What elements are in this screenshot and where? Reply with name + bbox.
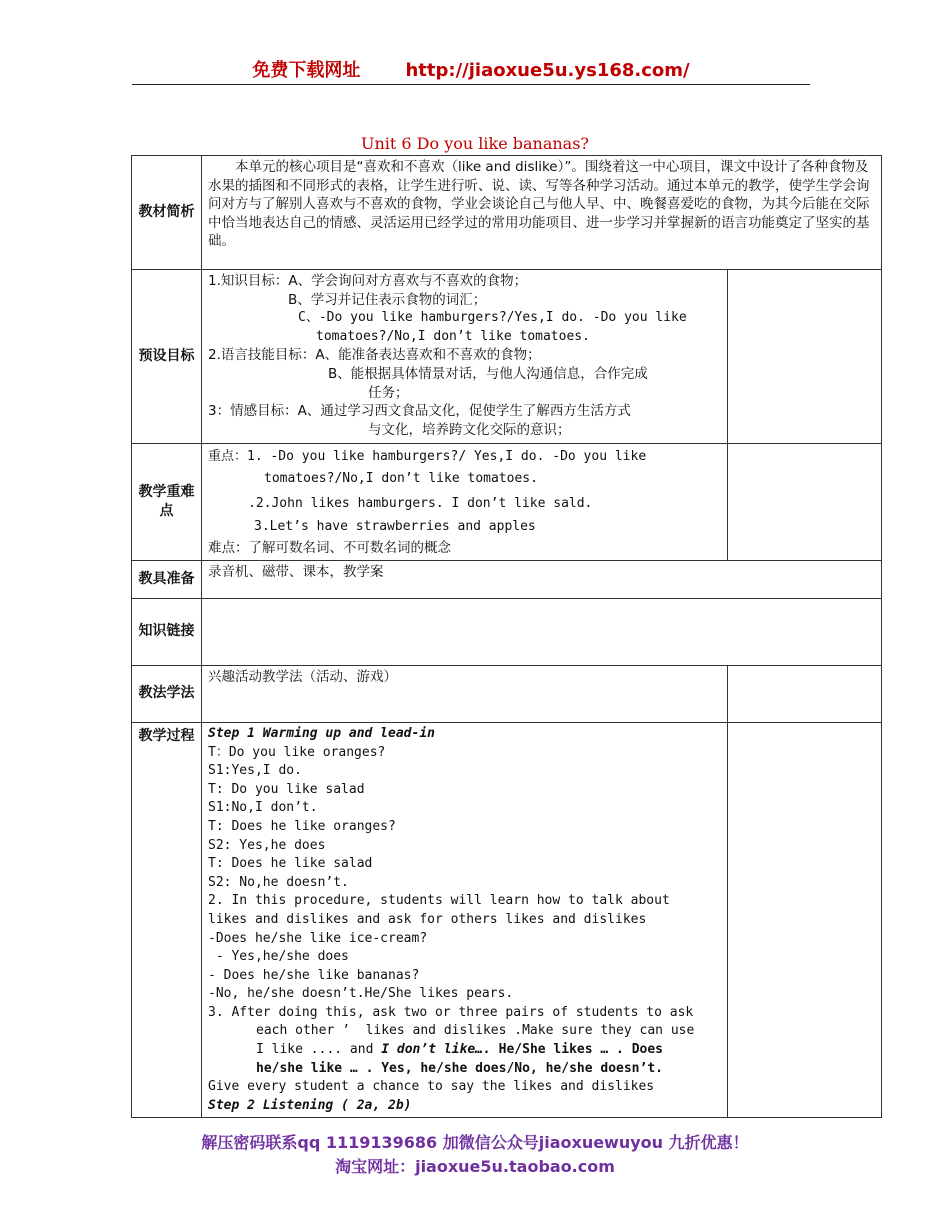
process-line: - Yes,he/she does <box>208 949 349 965</box>
process-line: T: Do you like salad <box>208 781 365 797</box>
label-keypoints: 教学重难点 <box>132 444 202 561</box>
label-methods: 教法学法 <box>132 665 202 722</box>
use-phrase-a: I like .... and <box>256 1042 382 1058</box>
objective-line: B、能根据具体情景对话，与他人沟通信息，合作完成 <box>328 365 648 382</box>
process-line: 3. After doing this, ask two or three pairs of students to ask <box>208 1004 694 1020</box>
objective-line: 任务； <box>368 384 409 401</box>
row-keypoints <box>132 444 882 561</box>
process-line: S2: Yes,he does <box>208 837 326 853</box>
process-line: 2. In this procedure, students will learn how to talk about <box>208 893 670 909</box>
row-objectives <box>132 270 882 444</box>
step-heading: Step 1 Warming up and lead-in <box>208 725 435 741</box>
use-phrase-c: He/She likes … . Does <box>490 1042 663 1058</box>
objective-line: 1.知识目标：A、学会询问对方喜欢与不喜欢的食物； <box>208 273 528 289</box>
process-line: -Does he/she like ice-cream? <box>208 930 428 946</box>
lesson-plan-table <box>131 155 882 1118</box>
objective-line: 3：情感目标：A、通过学习西文食品文化，促使学生了解西方生活方式 <box>208 403 631 420</box>
objective-line: C、-Do you like hamburgers?/Yes,I do. -Do you like <box>298 310 687 326</box>
tools-text: 录音机、磁带、课本，教学案 <box>202 560 882 598</box>
objective-line: 与文化，培养跨文化交际的意识； <box>368 421 571 438</box>
process-line <box>208 1041 721 1060</box>
process-notes <box>728 722 882 1117</box>
process-line: S1:Yes,I do. <box>208 763 302 779</box>
row-methods <box>132 665 882 722</box>
analysis-text: 本单元的核心项目是“喜欢和不喜欢（like and dislike）”。围绕着这一中心项目，课文中设计了各种食物及水果的插图和不同形式的表格，让学生进行听、说、读、写等各种学习活动。通过本单元的教学，使学生学会询问对方与了解别人喜欢与不喜欢的食物，学业会谈论自己与他人早、中、晚餐喜爱吃的食物，为其今后能在交际中恰当地表达自己的情感、灵活运用已经学过的常用功能项目、进一步学习并掌握新的语言功能奠定了坚实的基础。 <box>202 156 882 270</box>
label-process: 教学过程 <box>132 722 202 1117</box>
footer-contact: 解压密码联系qq 1119139686 加微信公众号jiaoxuewuyou 九折优惠！ <box>201 1133 749 1152</box>
process-line: T: Does he like oranges? <box>208 818 396 834</box>
keypoint-line: 3.Let’s have strawberries and apples <box>254 518 536 534</box>
row-tools <box>132 560 882 598</box>
process-line: each other ’ likes and dislikes .Make sure they can use <box>256 1023 695 1039</box>
process-line: T：Do you like oranges? <box>208 744 386 760</box>
row-process <box>132 722 882 1117</box>
use-phrase-b: I don’t like…. <box>381 1042 491 1058</box>
objective-line: 2.语言技能目标：A、能准备表达喜欢和不喜欢的食物； <box>208 347 541 364</box>
page-header <box>132 56 810 85</box>
objectives-cell <box>202 270 728 444</box>
links-text <box>202 598 882 665</box>
label-analysis: 教材简析 <box>132 156 202 270</box>
process-line: - Does he/she like bananas? <box>208 967 420 983</box>
methods-notes <box>728 665 882 722</box>
keypoint-line: 重点：1. -Do you like hamburgers?/ Yes,I do. -Do you like <box>208 449 647 464</box>
process-line: S2: No,he doesn’t. <box>208 874 349 890</box>
download-label: 免费下载网址 <box>252 60 361 81</box>
process-line: Give every student a chance to say the likes and dislikes <box>208 1079 655 1095</box>
label-links: 知识链接 <box>132 598 202 665</box>
label-tools: 教具准备 <box>132 560 202 598</box>
process-line: he/she like … . Yes, he/she does/No, he/she doesn’t. <box>256 1060 663 1076</box>
step-heading: Step 2 Listening ( 2a, 2b) <box>208 1097 412 1113</box>
keypoint-line: tomatoes?/No,I don’t like tomatoes. <box>264 470 538 486</box>
process-cell <box>202 722 728 1117</box>
keypoint-line: 难点：了解可数名词、不可数名词的概念 <box>208 540 451 557</box>
row-analysis <box>132 156 882 270</box>
label-objectives: 预设目标 <box>132 270 202 444</box>
objective-line: tomatoes?/No,I don’t like tomatoes. <box>316 328 590 344</box>
objectives-notes <box>728 270 882 444</box>
objective-line: B、学习并记住表示食物的词汇； <box>288 291 487 308</box>
document-title: Unit 6 Do you like bananas? <box>360 134 590 153</box>
process-line: likes and dislikes and ask for others likes and dislikes <box>208 911 647 927</box>
keypoints-notes <box>728 444 882 561</box>
process-line: -No, he/she doesn’t.He/She likes pears. <box>208 986 514 1002</box>
download-url-link[interactable]: http://jiaoxue5u.ys168.com/ <box>405 60 690 81</box>
process-line: T: Does he like salad <box>208 856 373 872</box>
methods-text: 兴趣活动教学法（活动、游戏） <box>202 665 728 722</box>
keypoints-cell <box>202 444 728 561</box>
keypoint-line: .2.John likes hamburgers. I don’t like sald. <box>248 496 593 512</box>
process-line: S1:No,I don’t. <box>208 800 318 816</box>
row-links <box>132 598 882 665</box>
footer-shop-url[interactable]: 淘宝网址：jiaoxue5u.taobao.com <box>335 1157 615 1176</box>
